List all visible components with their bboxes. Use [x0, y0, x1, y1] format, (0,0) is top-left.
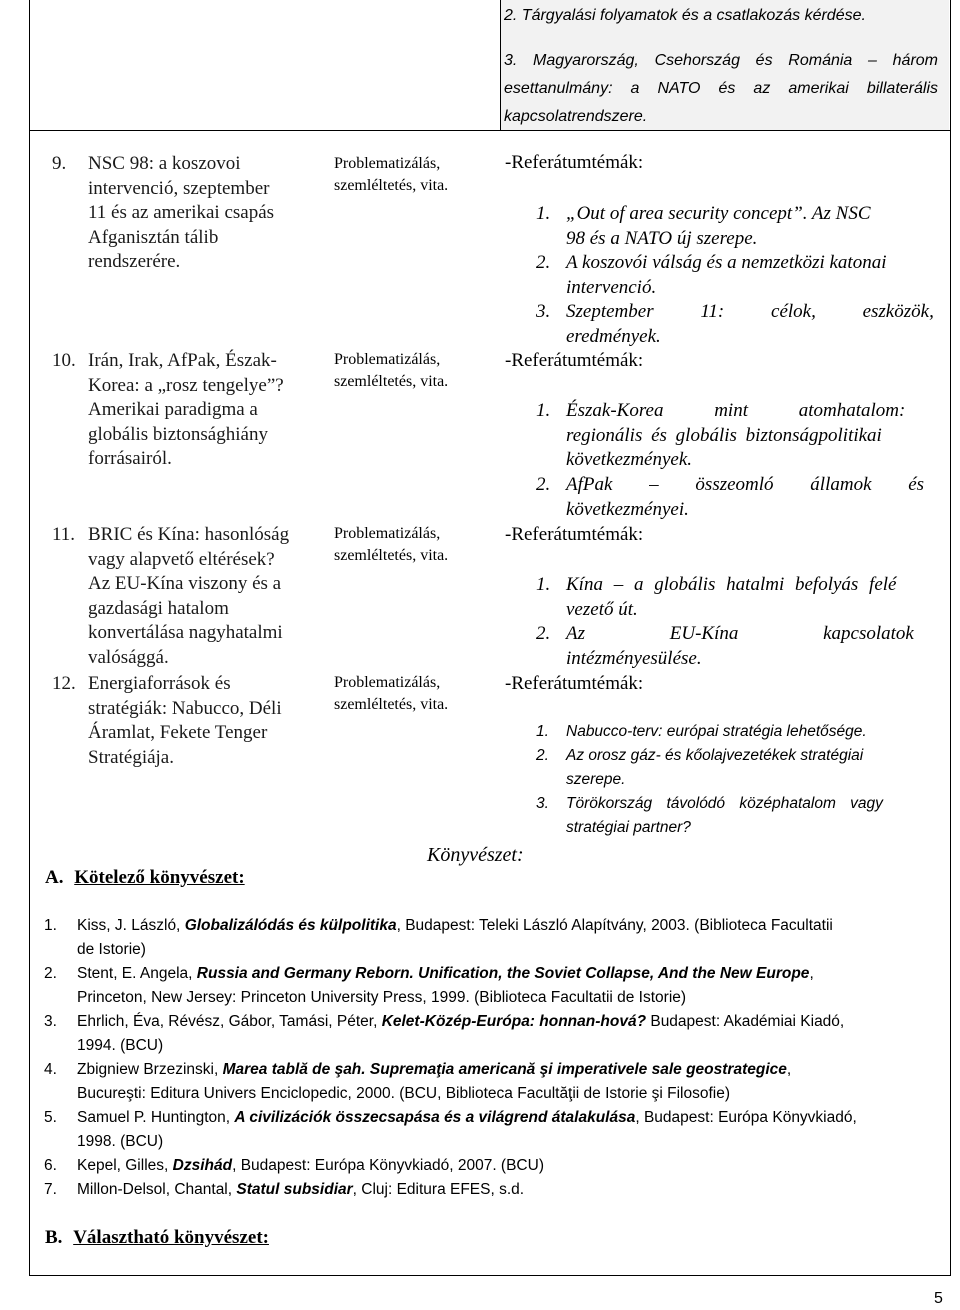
ref-9-3	[536, 300, 936, 349]
topic-line: Korea: a „rosz tengelye”?	[88, 374, 284, 396]
ref-line: Az orosz gáz- és kőolajvezetékek stratégiai	[566, 747, 864, 764]
ref-line: Az EU-Kína kapcsolatok	[566, 623, 914, 644]
ref-line: eredmények.	[566, 325, 661, 347]
bib-number: 4.	[44, 1061, 57, 1078]
row-divider	[29, 130, 950, 131]
ref-line: intervenció.	[566, 276, 657, 298]
bib-author: Kepel, Gilles,	[77, 1157, 173, 1174]
continued-line-3b: esettanulmány: a NATO és az amerikai billaterális	[504, 80, 938, 97]
bib-author: Ehrlich, Éva, Révész, Gábor, Tamási, Péter,	[77, 1013, 382, 1030]
ref-12-3	[536, 792, 936, 840]
bib-publisher: ,	[809, 965, 814, 982]
continued-line-2: 2. Tárgyalási folyamatok és a csatlakozás kérdése.	[504, 7, 866, 24]
topic-line: Stratégiája.	[88, 746, 174, 768]
ref-number: 3.	[536, 795, 549, 812]
topic-line: Az EU-Kína viszony és a	[88, 573, 282, 594]
bib-number: 1.	[44, 917, 57, 934]
ref-line: regionális és globális biztonságpolitikai	[566, 424, 882, 446]
bib-publisher: , Budapest: Európa Könyvkiadó, 2007. (BCU)	[232, 1157, 544, 1174]
bib-continuation: Princeton, New Jersey: Princeton University Press, 1999. (Biblioteca Facultatii de Istorie)	[77, 989, 687, 1006]
bib-title: Globalizálódás és külpolitika	[184, 917, 397, 934]
method-line: Problematizálás,	[334, 525, 441, 542]
topic-line: gazdasági hatalom	[88, 597, 229, 619]
bib-number: 7.	[44, 1181, 57, 1198]
bib-author: Millon-Delsol, Chantal,	[77, 1181, 237, 1198]
ref-9-1	[536, 202, 936, 251]
bib-item-5	[44, 1106, 949, 1154]
topic-line: NSC 98: a koszovoi	[88, 153, 241, 174]
topic-line: valósággá.	[88, 646, 169, 668]
topic-9	[52, 152, 314, 275]
method-line: szemléltetés, vita.	[334, 547, 449, 564]
topic-line: vagy alapvető eltérések?	[88, 548, 275, 570]
bib-title: Kelet-Közép-Európa: honnan-hová?	[381, 1013, 647, 1030]
bib-item-3	[44, 1010, 949, 1058]
ref-9-2	[536, 251, 936, 300]
bib-title: Russia and Germany Reborn. Unification, the Soviet Collapse, And the New Europe	[196, 965, 810, 982]
section-title: Választható könyvészet:	[73, 1227, 269, 1248]
bib-item-1	[44, 914, 949, 962]
bib-continuation: de Istorie)	[77, 941, 146, 958]
ref-line: 98 és a NATO új szerepe.	[566, 227, 758, 249]
ref-12-1	[536, 720, 936, 744]
bib-publisher: Budapest: Akadémiai Kiadó,	[646, 1013, 845, 1030]
section-a-heading	[45, 867, 245, 889]
column-divider-top	[500, 0, 501, 131]
ref-line: Észak-Korea mint atomhatalom:	[566, 400, 906, 421]
topic-line: 11 és az amerikai csapás	[88, 202, 275, 223]
ref-11-2	[536, 622, 936, 671]
topic-line: konvertálása nagyhatalmi	[88, 622, 283, 643]
bibliography-heading: Könyvészet:	[427, 844, 524, 866]
topic-number: 11.	[52, 524, 76, 545]
bib-number: 6.	[44, 1157, 57, 1174]
ref-line: stratégiai partner?	[566, 819, 691, 836]
ref-number: 2.	[536, 623, 551, 644]
topic-line: BRIC és Kína: hasonlóság	[88, 524, 290, 545]
ref-heading-10: -Referátumtémák:	[505, 350, 644, 371]
bib-publisher: , Cluj: Editura EFES, s.d.	[352, 1181, 525, 1198]
method-line: Problematizálás,	[334, 351, 441, 368]
bib-title: A civilizációk összecsapása és a világrend átalakulása	[234, 1109, 636, 1126]
ref-line: következmények.	[566, 449, 693, 470]
ref-10-2	[536, 473, 936, 522]
bib-title: Statul subsidiar	[236, 1181, 353, 1198]
ref-line: vezető út.	[566, 598, 638, 620]
section-title: Kötelező könyvészet:	[74, 867, 245, 888]
ref-number: 2.	[536, 474, 551, 495]
bib-author: Samuel P. Huntington,	[77, 1109, 235, 1126]
bib-item-6	[44, 1154, 949, 1178]
section-b-heading	[45, 1227, 269, 1249]
bib-number: 5.	[44, 1109, 57, 1126]
topic-11	[52, 523, 314, 670]
ref-line: Szeptember 11: célok, eszközök,	[566, 301, 934, 322]
topic-line: rendszerére.	[88, 251, 181, 272]
ref-heading-9: -Referátumtémák:	[505, 152, 644, 173]
continued-line-3c: kapcsolatrendszere.	[504, 108, 648, 125]
topic-line: globális biztonsághiány	[88, 423, 268, 445]
ref-10-1	[536, 399, 936, 473]
bib-continuation: 1998. (BCU)	[77, 1133, 164, 1150]
topic-number: 10.	[52, 350, 76, 371]
bib-item-2	[44, 962, 949, 1010]
topic-number: 9.	[52, 153, 67, 174]
ref-number: 2.	[536, 252, 551, 273]
ref-number: 1.	[536, 203, 551, 224]
ref-line: AfPak – összeomló államok és	[566, 474, 925, 495]
ref-number: 3.	[536, 301, 551, 322]
ref-number: 1.	[536, 574, 551, 595]
bib-title: Marea tablă de şah. Supremaţia americană şi imperativele sale geostrategice	[222, 1061, 787, 1078]
bib-item-4	[44, 1058, 949, 1106]
method-line: szemléltetés, vita.	[334, 696, 449, 713]
ref-11-1	[536, 573, 936, 622]
section-letter: B.	[45, 1227, 63, 1248]
method-9	[334, 153, 494, 197]
bib-number: 3.	[44, 1013, 57, 1030]
topic-10	[52, 349, 314, 472]
bib-publisher: , Budapest: Európa Könyvkiadó,	[635, 1109, 857, 1126]
bib-continuation: 1994. (BCU)	[77, 1037, 164, 1054]
bib-publisher: , Budapest: Teleki László Alapítvány, 2003. (Biblioteca Facultatii	[396, 917, 833, 934]
bib-title: Dzsihád	[172, 1157, 233, 1174]
bib-item-7	[44, 1178, 949, 1202]
method-line: szemléltetés, vita.	[334, 177, 449, 194]
topic-line: Áramlat, Fekete Tenger	[88, 722, 268, 743]
method-line: Problematizálás,	[334, 674, 441, 691]
method-line: szemléltetés, vita.	[334, 373, 449, 390]
ref-line: „Out of area security concept”. Az NSC	[566, 203, 871, 224]
ref-number: 1.	[536, 723, 549, 740]
ref-line: intézményesülése.	[566, 647, 702, 669]
topic-line: stratégiák: Nabucco, Déli	[88, 697, 282, 719]
ref-line: következményei.	[566, 498, 689, 520]
topic-number: 12.	[52, 673, 76, 694]
topic-line: Irán, Irak, AfPak, Észak-	[88, 350, 277, 371]
bib-author: Stent, E. Angela,	[77, 965, 197, 982]
bib-publisher: ,	[786, 1061, 792, 1078]
method-12	[334, 672, 494, 716]
topic-line: Amerikai paradigma a	[88, 399, 258, 420]
ref-number: 2.	[536, 747, 549, 764]
continued-line-3a: 3. Magyarország, Csehország és Románia – három	[504, 52, 938, 69]
topic-line: forrásairól.	[88, 448, 172, 469]
topic-line: Energiaforrások és	[88, 673, 231, 694]
ref-line: Törökország távolódó középhatalom vagy	[566, 795, 883, 812]
method-line: Problematizálás,	[334, 155, 441, 172]
ref-line: Nabucco-terv: európai stratégia lehetősége.	[566, 723, 867, 740]
method-11	[334, 523, 494, 567]
ref-heading-11: -Referátumtémák:	[505, 524, 644, 545]
bib-number: 2.	[44, 965, 57, 982]
topic-line: intervenció, szeptember	[88, 177, 270, 199]
ref-line: szerepe.	[566, 771, 626, 788]
ref-12-2	[536, 744, 936, 792]
ref-heading-12: -Referátumtémák:	[505, 673, 644, 694]
topic-line: Afganisztán tálib	[88, 226, 219, 248]
page-number: 5	[934, 1290, 943, 1307]
bib-author: Kiss, J. László,	[77, 917, 185, 934]
bib-author: Zbigniew Brzezinski,	[77, 1061, 223, 1078]
topic-12	[52, 672, 314, 770]
method-10	[334, 349, 494, 393]
section-letter: A.	[45, 867, 64, 888]
bib-continuation: Bucureşti: Editura Univers Enciclopedic, 2000. (BCU, Biblioteca Facultăţii de Istorie şi Filosofie)	[77, 1085, 730, 1102]
ref-number: 1.	[536, 400, 551, 421]
ref-line: A koszovói válság és a nemzetközi katonai	[566, 252, 887, 273]
ref-line: Kína – a globális hatalmi befolyás felé	[566, 574, 897, 595]
